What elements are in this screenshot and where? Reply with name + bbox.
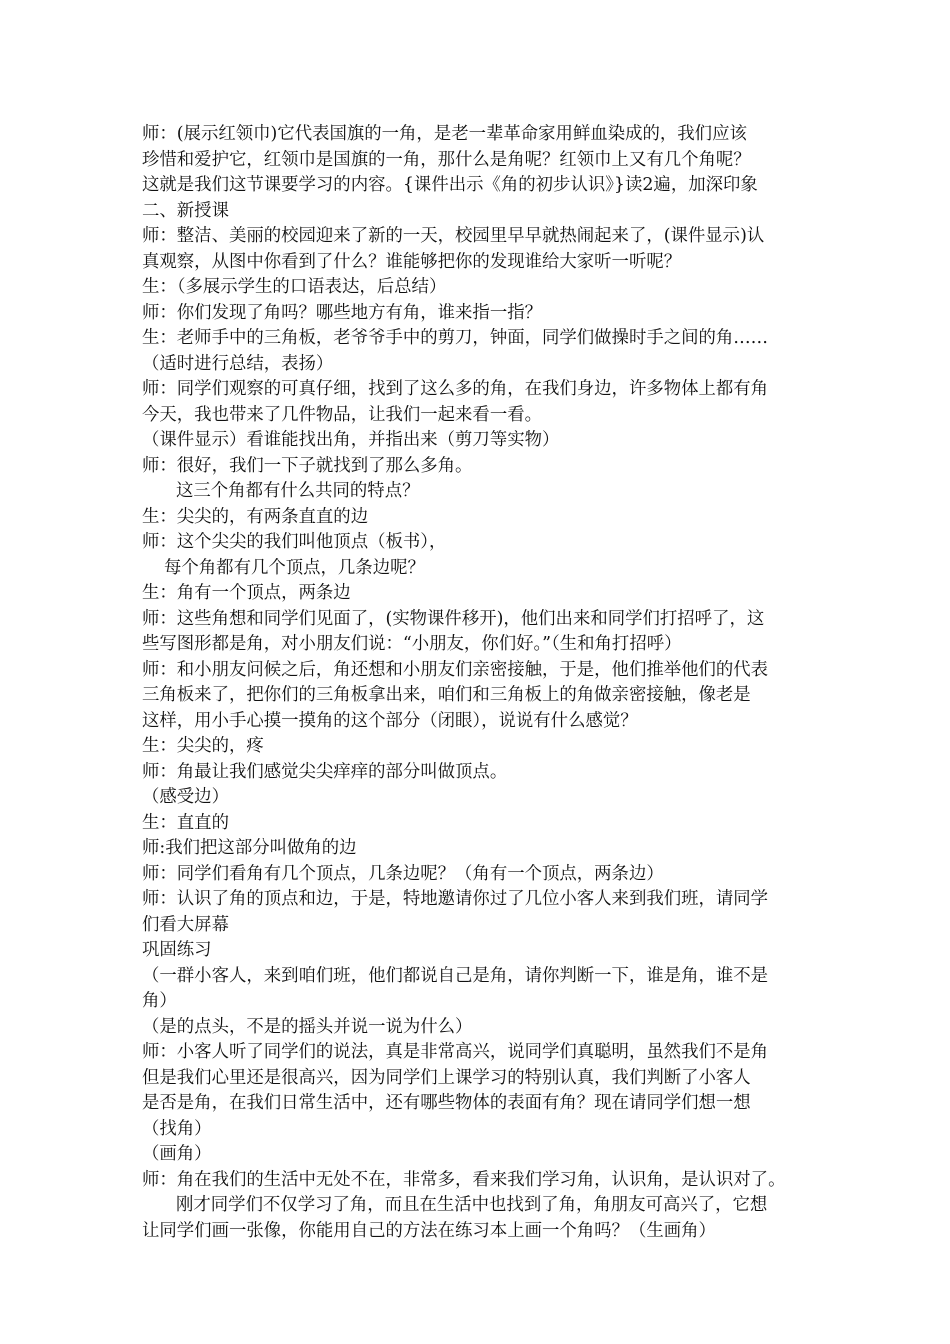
text-line: 生：老师手中的三角板，老爷爷手中的剪刀，钟面，同学们做操时手之间的角…… (142, 328, 769, 348)
text-line: 这三个角都有什么共同的特点？ (176, 481, 420, 501)
text-line: （找角） (142, 1118, 212, 1139)
document-page (142, 122, 822, 1244)
text-line: 三角板来了，把你们的三角板拿出来，咱们和三角板上的角做亲密接触，像老是 (142, 685, 751, 705)
text-line: 角） (142, 991, 177, 1011)
text-line: 但是我们心里还是很高兴，因为同学们上课学习的特别认真，我们判断了小客人 (142, 1067, 751, 1088)
text-line: 是否是角，在我们日常生活中，还有哪些物体的表面有角？现在请同学们想一想 (142, 1093, 751, 1113)
text-line: （适时进行总结，表扬） (142, 353, 334, 374)
text-line: 师：同学们看角有几个顶点，几条边呢？（角有一个顶点，两条边） (142, 863, 664, 884)
text-line: 们看大屏幕 (142, 914, 229, 935)
text-line: 生：直直的 (142, 812, 229, 833)
text-line: （课件显示）看谁能找出角，并指出来（剪刀等实物） (142, 430, 560, 450)
text-line: 师：整洁、美丽的校园迎来了新的一天，校园里早早就热闹起来了，(课件显示)认 (142, 226, 765, 246)
text-line: 师：认识了角的顶点和边，于是，特地邀请你过了几位小客人来到我们班，请同学 (142, 889, 769, 909)
text-line: 师：小客人听了同学们的说法，真是非常高兴，说同学们真聪明，虽然我们不是角 (142, 1042, 769, 1062)
text-line: 师：角最让我们感觉尖尖痒痒的部分叫做顶点。 (142, 761, 508, 782)
text-line: 今天，我也带来了几件物品，让我们一起来看一看。 (142, 404, 542, 425)
text-line: 师:我们把这部分叫做角的边 (142, 838, 357, 858)
text-line: （一群小客人，来到咱们班，他们都说自己是角，请你判断一下，谁是角，谁不是 (142, 965, 769, 986)
text-line: （感受边） (142, 787, 229, 807)
text-line: 这样，用小手心摸一摸角的这个部分（闭眼），说说有什么感觉？ (142, 710, 638, 731)
text-line: （是的点头，不是的摇头并说一说为什么） (142, 1016, 473, 1037)
text-line: 师：你们发现了角吗？哪些地方有角，谁来指一指？ (142, 302, 542, 323)
text-line: 师：很好，我们一下子就找到了那么多角。 (142, 455, 473, 476)
text-line: 生：尖尖的，有两条直直的边 (142, 506, 369, 527)
text-line: 真观察，从图中你看到了什么？谁能够把你的发现谁给大家听一听呢？ (142, 251, 682, 272)
section-heading: 巩固练习 (142, 940, 212, 960)
text-line: 每个角都有几个顶点，几条边呢？ (164, 557, 425, 578)
text-line: 生：（多展示学生的口语表达，后总结） (142, 277, 447, 297)
text-line: 珍惜和爱护它，红领巾是国旗的一角，那什么是角呢？红领巾上又有几个角呢？ (142, 149, 751, 170)
text-line: 师：(展示红领巾)它代表国旗的一角，是老一辈革命家用鲜血染成的，我们应该 (142, 124, 747, 144)
text-line: 这就是我们这节课要学习的内容。{课件出示《角的初步认识》}读2遍，加深印象 (142, 175, 758, 195)
text-line: 生：角有一个顶点，两条边 (142, 583, 351, 603)
text-line: 师：这些角想和同学们见面了，(实物课件移开)，他们出来和同学们打招呼了，这 (142, 608, 765, 629)
text-line: 让同学们画一张像，你能用自己的方法在练习本上画一个角吗？（生画角） (142, 1220, 716, 1241)
text-line: 师：同学们观察的可真仔细，找到了这么多的角，在我们身边，许多物体上都有角 (142, 379, 769, 399)
text-line: 师：这个尖尖的我们叫他顶点（板书）， (142, 532, 447, 552)
text-line: （画角） (142, 1144, 212, 1164)
text-line: 些写图形都是角，对小朋友们说：“小朋友，你们好。”（生和角打招呼） (142, 634, 682, 654)
text-line: 师：和小朋友问候之后，角还想和小朋友们亲密接触，于是，他们推举他们的代表 (142, 659, 769, 680)
text-line: 生：尖尖的，疼 (142, 736, 264, 756)
text-line: 刚才同学们不仅学习了角，而且在生活中也找到了角，角朋友可高兴了，它想 (176, 1195, 768, 1215)
text-line: 师：角在我们的生活中无处不在，非常多，看来我们学习角，认识角，是认识对了。 (142, 1169, 786, 1190)
section-heading: 二、新授课 (142, 200, 229, 221)
